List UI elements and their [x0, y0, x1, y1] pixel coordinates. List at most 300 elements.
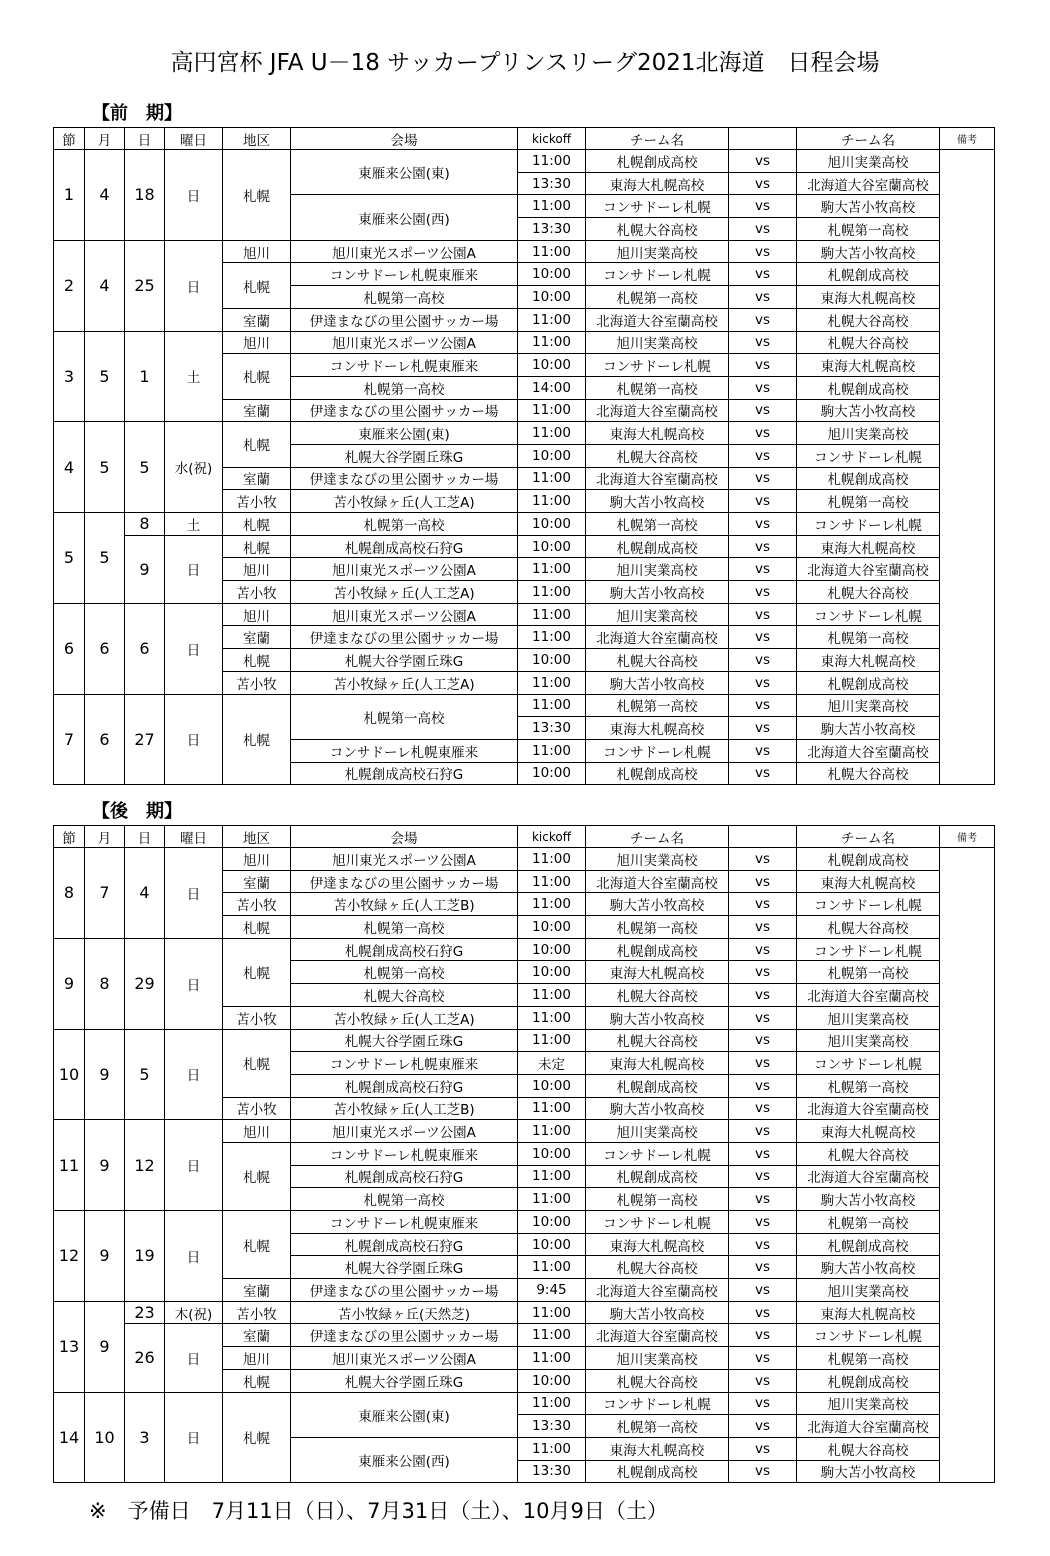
weekday-cell: 日 [165, 535, 223, 603]
header-vs [729, 128, 797, 150]
vs-cell: vs [729, 1211, 797, 1234]
away-team-cell: 札幌創成高校 [797, 1369, 940, 1392]
area-cell: 室蘭 [223, 1279, 291, 1302]
round-number: 8 [54, 848, 85, 939]
away-team-cell: コンサドーレ札幌 [797, 893, 940, 916]
area-cell: 札幌 [223, 1029, 291, 1097]
day-cell: 4 [125, 848, 165, 939]
month-cell: 9 [85, 1211, 125, 1302]
vs-cell: vs [729, 286, 797, 309]
venue-cell: コンサドーレ札幌東雁来 [291, 263, 518, 286]
venue-cell: コンサドーレ札幌東雁来 [291, 354, 518, 377]
home-team-cell: 札幌創成高校 [586, 1165, 729, 1188]
kickoff-cell: 11:00 [518, 1120, 586, 1143]
home-team-cell: 旭川実業高校 [586, 603, 729, 626]
kickoff-cell: 11:00 [518, 1347, 586, 1370]
section-label-first-half: 【前 期】 [92, 103, 182, 124]
venue-cell: 札幌第一高校 [291, 376, 518, 399]
weekday-cell: 日 [165, 1324, 223, 1392]
header-vs [729, 826, 797, 848]
venue-cell: 札幌第一高校 [291, 694, 518, 739]
day-cell: 18 [125, 150, 165, 241]
header-area: 地区 [223, 128, 291, 150]
kickoff-cell: 11:00 [518, 1256, 586, 1279]
vs-cell: vs [729, 694, 797, 717]
month-cell: 5 [85, 422, 125, 513]
kickoff-cell: 10:00 [518, 263, 586, 286]
area-cell: 札幌 [223, 150, 291, 241]
weekday-cell: 水(祝) [165, 422, 223, 513]
area-cell: 札幌 [223, 422, 291, 467]
kickoff-cell: 10:00 [518, 916, 586, 939]
kickoff-cell: 11:00 [518, 1165, 586, 1188]
day-cell: 19 [125, 1211, 165, 1302]
away-team-cell: 札幌大谷高校 [797, 762, 940, 785]
table-row [54, 150, 995, 173]
weekday-cell: 日 [165, 240, 223, 331]
day-cell: 26 [125, 1324, 165, 1392]
vs-cell: vs [729, 1233, 797, 1256]
home-team-cell: コンサドーレ札幌 [586, 195, 729, 218]
kickoff-cell: 未定 [518, 1052, 586, 1075]
kickoff-cell: 11:00 [518, 558, 586, 581]
venue-cell: 苫小牧緑ヶ丘(人工芝A) [291, 671, 518, 694]
away-team-cell: 札幌創成高校 [797, 376, 940, 399]
vs-cell: vs [729, 558, 797, 581]
round-number: 10 [54, 1029, 85, 1120]
venue-cell: コンサドーレ札幌東雁来 [291, 739, 518, 762]
away-team-cell: コンサドーレ札幌 [797, 444, 940, 467]
day-cell: 29 [125, 938, 165, 1029]
area-cell: 室蘭 [223, 626, 291, 649]
kickoff-cell: 10:00 [518, 1211, 586, 1234]
schedule-table-first-half [53, 127, 995, 785]
area-cell: 札幌 [223, 535, 291, 558]
away-team-cell: 北海道大谷室蘭高校 [797, 739, 940, 762]
away-team-cell: 北海道大谷室蘭高校 [797, 984, 940, 1007]
away-team-cell: 駒大苫小牧高校 [797, 240, 940, 263]
round-number: 4 [54, 422, 85, 513]
header-setsu: 節 [54, 128, 85, 150]
venue-cell: 伊達まなびの里公園サッカー場 [291, 308, 518, 331]
vs-cell: vs [729, 422, 797, 445]
home-team-cell: 北海道大谷室蘭高校 [586, 626, 729, 649]
venue-cell: 札幌大谷高校 [291, 984, 518, 1007]
vs-cell: vs [729, 1052, 797, 1075]
away-team-cell: 東海大札幌高校 [797, 535, 940, 558]
kickoff-cell: 11:00 [518, 626, 586, 649]
schedule-table-second-half [53, 825, 995, 1483]
kickoff-cell: 11:00 [518, 893, 586, 916]
away-team-cell: 旭川実業高校 [797, 1279, 940, 1302]
area-cell: 苫小牧 [223, 581, 291, 604]
vs-cell: vs [729, 1301, 797, 1324]
vs-cell: vs [729, 1029, 797, 1052]
home-team-cell: 札幌第一高校 [586, 376, 729, 399]
away-team-cell: 駒大苫小牧高校 [797, 195, 940, 218]
vs-cell: vs [729, 1369, 797, 1392]
weekday-cell: 日 [165, 1392, 223, 1483]
header-home-team: チーム名 [586, 826, 729, 848]
home-team-cell: 札幌第一高校 [586, 1415, 729, 1438]
vs-cell: vs [729, 376, 797, 399]
vs-cell: vs [729, 984, 797, 1007]
home-team-cell: 札幌大谷高校 [586, 1029, 729, 1052]
vs-cell: vs [729, 626, 797, 649]
month-cell: 6 [85, 694, 125, 785]
vs-cell: vs [729, 1165, 797, 1188]
home-team-cell: 旭川実業高校 [586, 848, 729, 871]
away-team-cell: 札幌創成高校 [797, 1233, 940, 1256]
away-team-cell: 駒大苫小牧高校 [797, 717, 940, 740]
area-cell: 旭川 [223, 1120, 291, 1143]
weekday-cell: 日 [165, 938, 223, 1029]
table-row [54, 1324, 995, 1347]
header-kickoff: kickoff [518, 128, 586, 150]
away-team-cell: コンサドーレ札幌 [797, 1052, 940, 1075]
round-number: 11 [54, 1120, 85, 1211]
table-row [54, 331, 995, 354]
vs-cell: vs [729, 490, 797, 513]
venue-cell: 東雁来公園(東) [291, 422, 518, 445]
day-cell: 23 [125, 1301, 165, 1324]
area-cell: 旭川 [223, 331, 291, 354]
footnote-reserve-days: ※ 予備日 7月11日（日）、7月31日（土）、10月9日（土） [89, 1499, 668, 1523]
away-team-cell: 東海大札幌高校 [797, 1120, 940, 1143]
home-team-cell: 駒大苫小牧高校 [586, 671, 729, 694]
home-team-cell: 札幌創成高校 [586, 1460, 729, 1483]
month-cell: 9 [85, 1120, 125, 1211]
home-team-cell: 東海大札幌高校 [586, 422, 729, 445]
month-cell: 4 [85, 240, 125, 331]
kickoff-cell: 11:00 [518, 1188, 586, 1211]
away-team-cell: 東海大札幌高校 [797, 649, 940, 672]
kickoff-cell: 11:00 [518, 150, 586, 173]
home-team-cell: 札幌創成高校 [586, 150, 729, 173]
venue-cell: 東雁来公園(西) [291, 1437, 518, 1482]
vs-cell: vs [729, 762, 797, 785]
kickoff-cell: 11:00 [518, 308, 586, 331]
vs-cell: vs [729, 1120, 797, 1143]
table-row [54, 603, 995, 626]
kickoff-cell: 11:00 [518, 240, 586, 263]
kickoff-cell: 13:30 [518, 172, 586, 195]
day-cell: 12 [125, 1120, 165, 1211]
home-team-cell: 札幌第一高校 [586, 513, 729, 536]
away-team-cell: 札幌第一高校 [797, 1347, 940, 1370]
area-cell: 苫小牧 [223, 1097, 291, 1120]
vs-cell: vs [729, 603, 797, 626]
home-team-cell: 札幌大谷高校 [586, 218, 729, 241]
area-cell: 旭川 [223, 558, 291, 581]
vs-cell: vs [729, 1279, 797, 1302]
venue-cell: 札幌創成高校石狩G [291, 535, 518, 558]
kickoff-cell: 11:00 [518, 1029, 586, 1052]
kickoff-cell: 11:00 [518, 870, 586, 893]
away-team-cell: コンサドーレ札幌 [797, 513, 940, 536]
table-header-row [54, 826, 995, 848]
area-cell: 札幌 [223, 694, 291, 785]
vs-cell: vs [729, 961, 797, 984]
home-team-cell: 駒大苫小牧高校 [586, 490, 729, 513]
day-cell: 9 [125, 535, 165, 603]
home-team-cell: 旭川実業高校 [586, 240, 729, 263]
area-cell: 旭川 [223, 1347, 291, 1370]
document-title: 高円宮杯 JFA U－18 サッカープリンスリーグ2021北海道 日程会場 [170, 50, 880, 76]
header-month: 月 [85, 826, 125, 848]
venue-cell: 伊達まなびの里公園サッカー場 [291, 626, 518, 649]
venue-cell: 札幌創成高校石狩G [291, 1074, 518, 1097]
kickoff-cell: 10:00 [518, 535, 586, 558]
away-team-cell: 札幌大谷高校 [797, 331, 940, 354]
vs-cell: vs [729, 1347, 797, 1370]
header-home-team: チーム名 [586, 128, 729, 150]
venue-cell: 苫小牧緑ヶ丘(人工芝A) [291, 581, 518, 604]
home-team-cell: 札幌創成高校 [586, 535, 729, 558]
table-row [54, 1120, 995, 1143]
vs-cell: vs [729, 717, 797, 740]
vs-cell: vs [729, 848, 797, 871]
venue-cell: 札幌第一高校 [291, 286, 518, 309]
kickoff-cell: 13:30 [518, 717, 586, 740]
away-team-cell: 北海道大谷室蘭高校 [797, 172, 940, 195]
header-month: 月 [85, 128, 125, 150]
area-cell: 札幌 [223, 649, 291, 672]
kickoff-cell: 13:30 [518, 1460, 586, 1483]
home-team-cell: 駒大苫小牧高校 [586, 893, 729, 916]
home-team-cell: 駒大苫小牧高校 [586, 1097, 729, 1120]
kickoff-cell: 11:00 [518, 1392, 586, 1415]
venue-cell: 旭川東光スポーツ公園A [291, 240, 518, 263]
header-day: 日 [125, 128, 165, 150]
home-team-cell: 札幌大谷高校 [586, 649, 729, 672]
vs-cell: vs [729, 467, 797, 490]
vs-cell: vs [729, 739, 797, 762]
home-team-cell: 札幌創成高校 [586, 1074, 729, 1097]
vs-cell: vs [729, 195, 797, 218]
header-venue: 会場 [291, 826, 518, 848]
month-cell: 4 [85, 150, 125, 241]
area-cell: 室蘭 [223, 467, 291, 490]
venue-cell: 東雁来公園(東) [291, 150, 518, 195]
area-cell: 室蘭 [223, 399, 291, 422]
round-number: 13 [54, 1301, 85, 1392]
table-row [54, 848, 995, 871]
header-notes: 備考 [940, 128, 995, 150]
table-header-row [54, 128, 995, 150]
weekday-cell: 日 [165, 150, 223, 241]
weekday-cell: 木(祝) [165, 1301, 223, 1324]
notes-cell [940, 848, 995, 1483]
day-cell: 8 [125, 513, 165, 536]
vs-cell: vs [729, 263, 797, 286]
vs-cell: vs [729, 331, 797, 354]
area-cell: 札幌 [223, 263, 291, 308]
away-team-cell: 札幌第一高校 [797, 218, 940, 241]
away-team-cell: 北海道大谷室蘭高校 [797, 1165, 940, 1188]
venue-cell: 旭川東光スポーツ公園A [291, 558, 518, 581]
kickoff-cell: 10:00 [518, 649, 586, 672]
venue-cell: 東雁来公園(西) [291, 195, 518, 240]
round-number: 5 [54, 513, 85, 604]
header-setsu: 節 [54, 826, 85, 848]
kickoff-cell: 11:00 [518, 422, 586, 445]
away-team-cell: 札幌第一高校 [797, 626, 940, 649]
area-cell: 札幌 [223, 354, 291, 399]
kickoff-cell: 10:00 [518, 1369, 586, 1392]
kickoff-cell: 11:00 [518, 671, 586, 694]
vs-cell: vs [729, 172, 797, 195]
home-team-cell: 東海大札幌高校 [586, 172, 729, 195]
round-number: 6 [54, 603, 85, 694]
away-team-cell: 札幌創成高校 [797, 467, 940, 490]
area-cell: 札幌 [223, 938, 291, 1006]
header-weekday: 曜日 [165, 128, 223, 150]
away-team-cell: 駒大苫小牧高校 [797, 1460, 940, 1483]
header-notes: 備考 [940, 826, 995, 848]
month-cell: 10 [85, 1392, 125, 1483]
away-team-cell: 旭川実業高校 [797, 1029, 940, 1052]
table-row [54, 938, 995, 961]
round-number: 9 [54, 938, 85, 1029]
home-team-cell: 札幌第一高校 [586, 916, 729, 939]
venue-cell: 伊達まなびの里公園サッカー場 [291, 399, 518, 422]
away-team-cell: 北海道大谷室蘭高校 [797, 1097, 940, 1120]
vs-cell: vs [729, 916, 797, 939]
vs-cell: vs [729, 1324, 797, 1347]
kickoff-cell: 10:00 [518, 286, 586, 309]
away-team-cell: 北海道大谷室蘭高校 [797, 558, 940, 581]
vs-cell: vs [729, 399, 797, 422]
vs-cell: vs [729, 150, 797, 173]
away-team-cell: 札幌創成高校 [797, 671, 940, 694]
kickoff-cell: 11:00 [518, 331, 586, 354]
venue-cell: 旭川東光スポーツ公園A [291, 1347, 518, 1370]
kickoff-cell: 9:45 [518, 1279, 586, 1302]
weekday-cell: 日 [165, 603, 223, 694]
venue-cell: 伊達まなびの里公園サッカー場 [291, 1279, 518, 1302]
area-cell: 室蘭 [223, 308, 291, 331]
round-number: 14 [54, 1392, 85, 1483]
kickoff-cell: 13:30 [518, 1415, 586, 1438]
kickoff-cell: 11:00 [518, 490, 586, 513]
home-team-cell: 旭川実業高校 [586, 558, 729, 581]
home-team-cell: 東海大札幌高校 [586, 1437, 729, 1460]
area-cell: 苫小牧 [223, 671, 291, 694]
area-cell: 旭川 [223, 603, 291, 626]
weekday-cell: 日 [165, 694, 223, 785]
kickoff-cell: 11:00 [518, 739, 586, 762]
away-team-cell: 駒大苫小牧高校 [797, 399, 940, 422]
round-number: 3 [54, 331, 85, 422]
home-team-cell: 北海道大谷室蘭高校 [586, 399, 729, 422]
kickoff-cell: 13:30 [518, 218, 586, 241]
kickoff-cell: 11:00 [518, 1006, 586, 1029]
venue-cell: コンサドーレ札幌東雁来 [291, 1211, 518, 1234]
kickoff-cell: 10:00 [518, 1074, 586, 1097]
kickoff-cell: 11:00 [518, 399, 586, 422]
kickoff-cell: 11:00 [518, 467, 586, 490]
kickoff-cell: 11:00 [518, 1301, 586, 1324]
round-number: 1 [54, 150, 85, 241]
kickoff-cell: 11:00 [518, 603, 586, 626]
kickoff-cell: 11:00 [518, 195, 586, 218]
day-cell: 25 [125, 240, 165, 331]
table-body [54, 848, 995, 1483]
away-team-cell: 旭川実業高校 [797, 422, 940, 445]
home-team-cell: 北海道大谷室蘭高校 [586, 467, 729, 490]
vs-cell: vs [729, 444, 797, 467]
venue-cell: 東雁来公園(東) [291, 1392, 518, 1437]
day-cell: 3 [125, 1392, 165, 1483]
away-team-cell: 札幌大谷高校 [797, 581, 940, 604]
away-team-cell: 札幌創成高校 [797, 848, 940, 871]
day-cell: 1 [125, 331, 165, 422]
area-cell: 苫小牧 [223, 490, 291, 513]
month-cell: 5 [85, 331, 125, 422]
table-row [54, 694, 995, 717]
area-cell: 苫小牧 [223, 1006, 291, 1029]
away-team-cell: 札幌大谷高校 [797, 916, 940, 939]
away-team-cell: 東海大札幌高校 [797, 870, 940, 893]
header-area: 地区 [223, 826, 291, 848]
venue-cell: 札幌大谷学園丘珠G [291, 649, 518, 672]
venue-cell: 札幌大谷学園丘珠G [291, 1029, 518, 1052]
area-cell: 札幌 [223, 1211, 291, 1279]
month-cell: 7 [85, 848, 125, 939]
header-away-team: チーム名 [797, 826, 940, 848]
home-team-cell: 札幌大谷高校 [586, 984, 729, 1007]
venue-cell: 苫小牧緑ヶ丘(天然芝) [291, 1301, 518, 1324]
venue-cell: 苫小牧緑ヶ丘(人工芝B) [291, 1097, 518, 1120]
vs-cell: vs [729, 308, 797, 331]
home-team-cell: 札幌第一高校 [586, 286, 729, 309]
area-cell: 札幌 [223, 1392, 291, 1483]
weekday-cell: 日 [165, 1120, 223, 1211]
month-cell: 9 [85, 1301, 125, 1392]
home-team-cell: 旭川実業高校 [586, 1120, 729, 1143]
venue-cell: 札幌創成高校石狩G [291, 762, 518, 785]
header-kickoff: kickoff [518, 826, 586, 848]
home-team-cell: 札幌創成高校 [586, 938, 729, 961]
away-team-cell: コンサドーレ札幌 [797, 938, 940, 961]
vs-cell: vs [729, 1188, 797, 1211]
area-cell: 旭川 [223, 848, 291, 871]
venue-cell: 伊達まなびの里公園サッカー場 [291, 467, 518, 490]
home-team-cell: 札幌大谷高校 [586, 1256, 729, 1279]
home-team-cell: 札幌第一高校 [586, 1188, 729, 1211]
vs-cell: vs [729, 870, 797, 893]
round-number: 12 [54, 1211, 85, 1302]
away-team-cell: 札幌第一高校 [797, 1074, 940, 1097]
venue-cell: コンサドーレ札幌東雁来 [291, 1142, 518, 1165]
vs-cell: vs [729, 938, 797, 961]
month-cell: 5 [85, 513, 125, 604]
table-row [54, 422, 995, 445]
vs-cell: vs [729, 893, 797, 916]
venue-cell: 苫小牧緑ヶ丘(人工芝A) [291, 1006, 518, 1029]
vs-cell: vs [729, 1142, 797, 1165]
kickoff-cell: 11:00 [518, 848, 586, 871]
day-cell: 5 [125, 422, 165, 513]
area-cell: 札幌 [223, 1142, 291, 1210]
home-team-cell: 駒大苫小牧高校 [586, 1006, 729, 1029]
away-team-cell: コンサドーレ札幌 [797, 1324, 940, 1347]
vs-cell: vs [729, 1074, 797, 1097]
away-team-cell: 札幌創成高校 [797, 263, 940, 286]
vs-cell: vs [729, 1415, 797, 1438]
weekday-cell: 日 [165, 848, 223, 939]
